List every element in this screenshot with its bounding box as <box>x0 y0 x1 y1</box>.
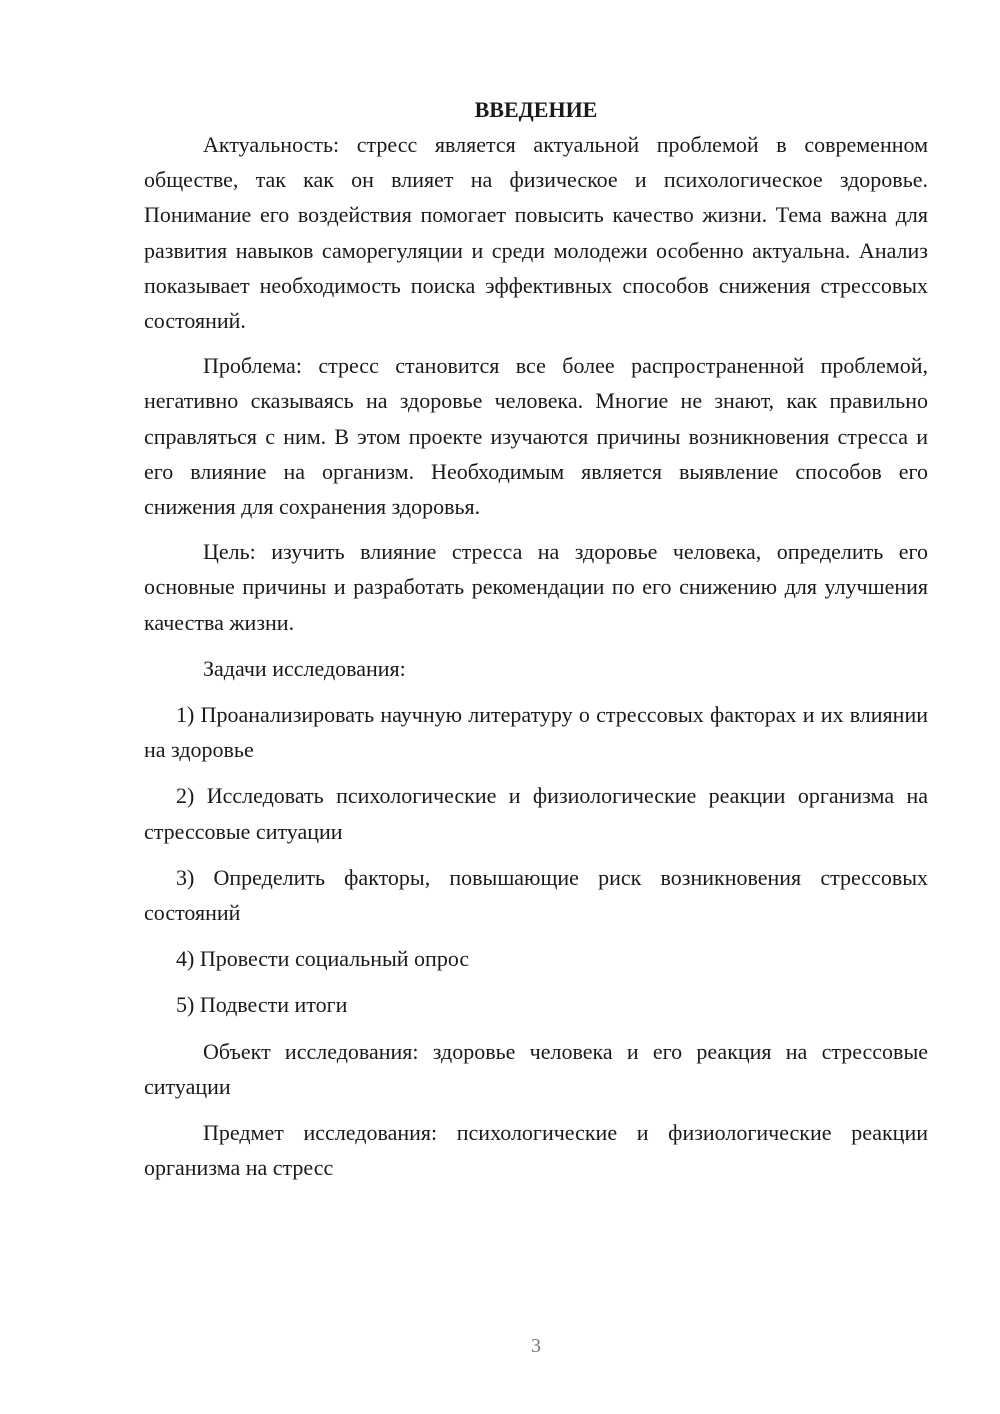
goal-paragraph: Цель: изучить влияние стресса на здоровье человека, определить его основные причины и разработать рекомендации по его снижению для улучшения качества жизни. <box>144 539 928 635</box>
section-title: ВВЕДЕНИЕ <box>474 97 598 122</box>
tasks-heading: Задачи исследования: <box>203 655 406 681</box>
task-item-4: 4) Провести социальный опрос <box>176 946 470 972</box>
task-item-3: 3) Определить факторы, повышающие риск возникновения стрессовых состояний <box>144 864 928 926</box>
task-item-1: 1) Проанализировать научную литературу о стрессовых факторах и их влиянии на здоровье <box>144 702 928 763</box>
object-paragraph: Объект исследования: здоровье человека и его реакция на стрессовые ситуации <box>144 1038 928 1099</box>
page-number: 3 <box>531 1335 541 1357</box>
task-item-2: 2) Исследовать психологические и физиологические реакции организма на стрессовые ситуации <box>144 783 928 844</box>
problem-paragraph: Проблема: стресс становится все более распространенной проблемой, негативно сказываясь на здоровье человека. Многие не знают, как правильно справляться с ним. В этом проекте изучаются причины возникновения стресса и его влияние на организм. Необходимым является выявление способов его снижения для сохранения здоровья. <box>144 353 928 520</box>
subject-paragraph: Предмет исследования: психологические и физиологические реакции организма на стресс <box>144 1120 928 1181</box>
relevance-paragraph: Актуальность: стресс является актуальной проблемой в современном обществе, так как он влияет на физическое и психологическое здоровье. Понимание его воздействия помогает повысить качество жизни. Тема важна для развития навыков саморегуляции и среди молодежи особенно актуальна. Анализ показывает необходимость поиска эффективных способов снижения стрессовых состояний. <box>144 132 928 334</box>
task-item-5: 5) Подвести итоги <box>176 992 348 1018</box>
page-content <box>144 92 928 1185</box>
